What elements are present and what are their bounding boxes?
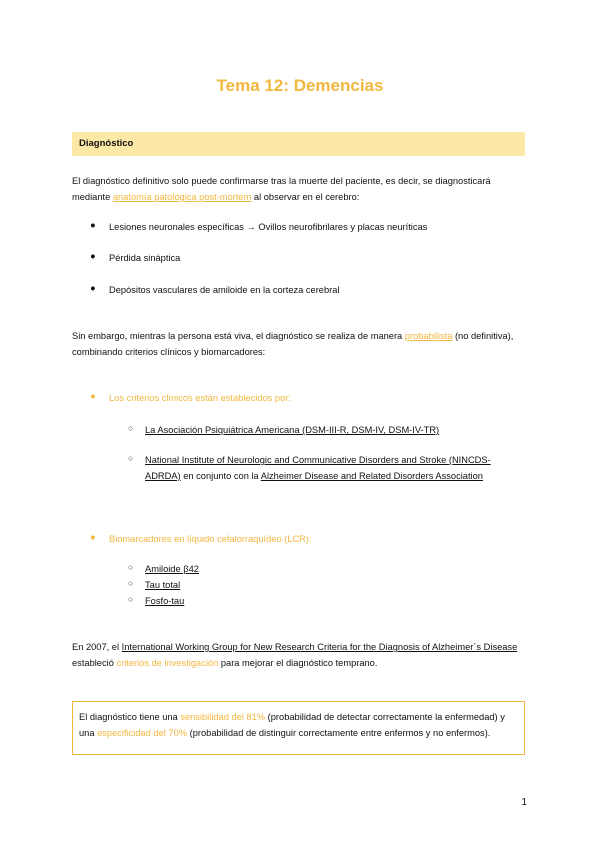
- iwg-link[interactable]: International Working Group for New Research Criteria for the Diagnosis of Alzheimer´s Disease: [121, 642, 518, 652]
- bullet-item-2: Pérdida sináptica: [109, 253, 181, 263]
- biomarker-item-3[interactable]: Fosfo-tau: [145, 596, 185, 606]
- nincds-link[interactable]: National Institute of Neurologic and Communicative Disorders and Stroke (NINCDS-ADRDA): [145, 455, 491, 481]
- biomarker-item-1[interactable]: Amiloide β42: [145, 564, 199, 574]
- circle-bullet-icon: ○: [128, 578, 134, 588]
- prob-text-after: (no definitiva), combinando criterios clínicos y biomarcadores:: [72, 331, 514, 357]
- probabilistic-paragraph: [72, 328, 528, 360]
- highlight-especificidad: especificidad del 70%: [97, 728, 188, 738]
- page-title: Tema 12: Demencias: [216, 76, 384, 95]
- biomarkers-heading: Biomarcadores en líquido cefalorraquídeo (LCR):: [109, 534, 312, 544]
- iwg-paragraph: [72, 639, 528, 671]
- iwg-text-before: En 2007, el: [72, 642, 122, 652]
- box-text-3: (probabilidad de distinguir correctamente entre enfermos y no enfermos).: [187, 728, 491, 738]
- bullet-item-1: Lesiones neuronales específicas → Ovillos neurofibrilares y placas neuríticas: [109, 222, 428, 232]
- criteria-heading: Los criterios clínicos están establecidos por:: [109, 393, 291, 403]
- highlight-criterios: criterios de investigación: [116, 658, 219, 668]
- bullet-icon: ●: [90, 391, 96, 401]
- sensitivity-box: [72, 701, 525, 755]
- highlight-probabilista: probabilista: [404, 331, 453, 341]
- intro-paragraph: [72, 173, 528, 205]
- sensitivity-text: [79, 709, 519, 741]
- box-text-2: (probabilidad de detectar correctamente la enfermedad) y una: [79, 712, 505, 738]
- circle-bullet-icon: ○: [128, 423, 134, 433]
- iwg-text-mid: estableció: [72, 658, 117, 668]
- intro-text-before: El diagnóstico definitivo solo puede confirmarse tras la muerte del paciente, es decir, se diagnosticará mediante: [72, 176, 491, 202]
- biomarker-item-2[interactable]: Tau total: [145, 580, 181, 590]
- criteria-item-apa[interactable]: La Asociación Psiquiátrica Americana (DSM-III-R, DSM-IV, DSM-IV-TR): [145, 425, 440, 435]
- page-number: 1: [521, 797, 527, 808]
- bullet-icon: ●: [90, 283, 96, 293]
- section-header-label: Diagnóstico: [79, 138, 134, 149]
- iwg-text-after: para mejorar el diagnóstico temprano.: [218, 658, 378, 668]
- criteria-item-nincds: [145, 452, 505, 484]
- bullet-item-3: Depósitos vasculares de amiloide en la corteza cerebral: [109, 285, 340, 295]
- box-text-1: El diagnóstico tiene una: [79, 712, 181, 722]
- circle-bullet-icon: ○: [128, 562, 134, 572]
- bullet-icon: ●: [90, 220, 96, 230]
- section-header: [72, 132, 525, 156]
- prob-text-before: Sin embargo, mientras la persona está viva, el diagnóstico se realiza de manera: [72, 331, 405, 341]
- highlight-sensibilidad: sensibilidad del 81%: [180, 712, 266, 722]
- bullet-icon: ●: [90, 532, 96, 542]
- circle-bullet-icon: ○: [128, 453, 134, 463]
- bullet-icon: ●: [90, 251, 96, 261]
- highlight-anatomia: anatomía patológica post-mortem: [112, 192, 252, 202]
- circle-bullet-icon: ○: [128, 594, 134, 604]
- nincds-mid-text: en conjunto con la: [180, 471, 261, 481]
- adrda-link[interactable]: Alzheimer Disease and Related Disorders Association: [260, 471, 483, 481]
- intro-text-after: al observar en el cerebro:: [251, 192, 360, 202]
